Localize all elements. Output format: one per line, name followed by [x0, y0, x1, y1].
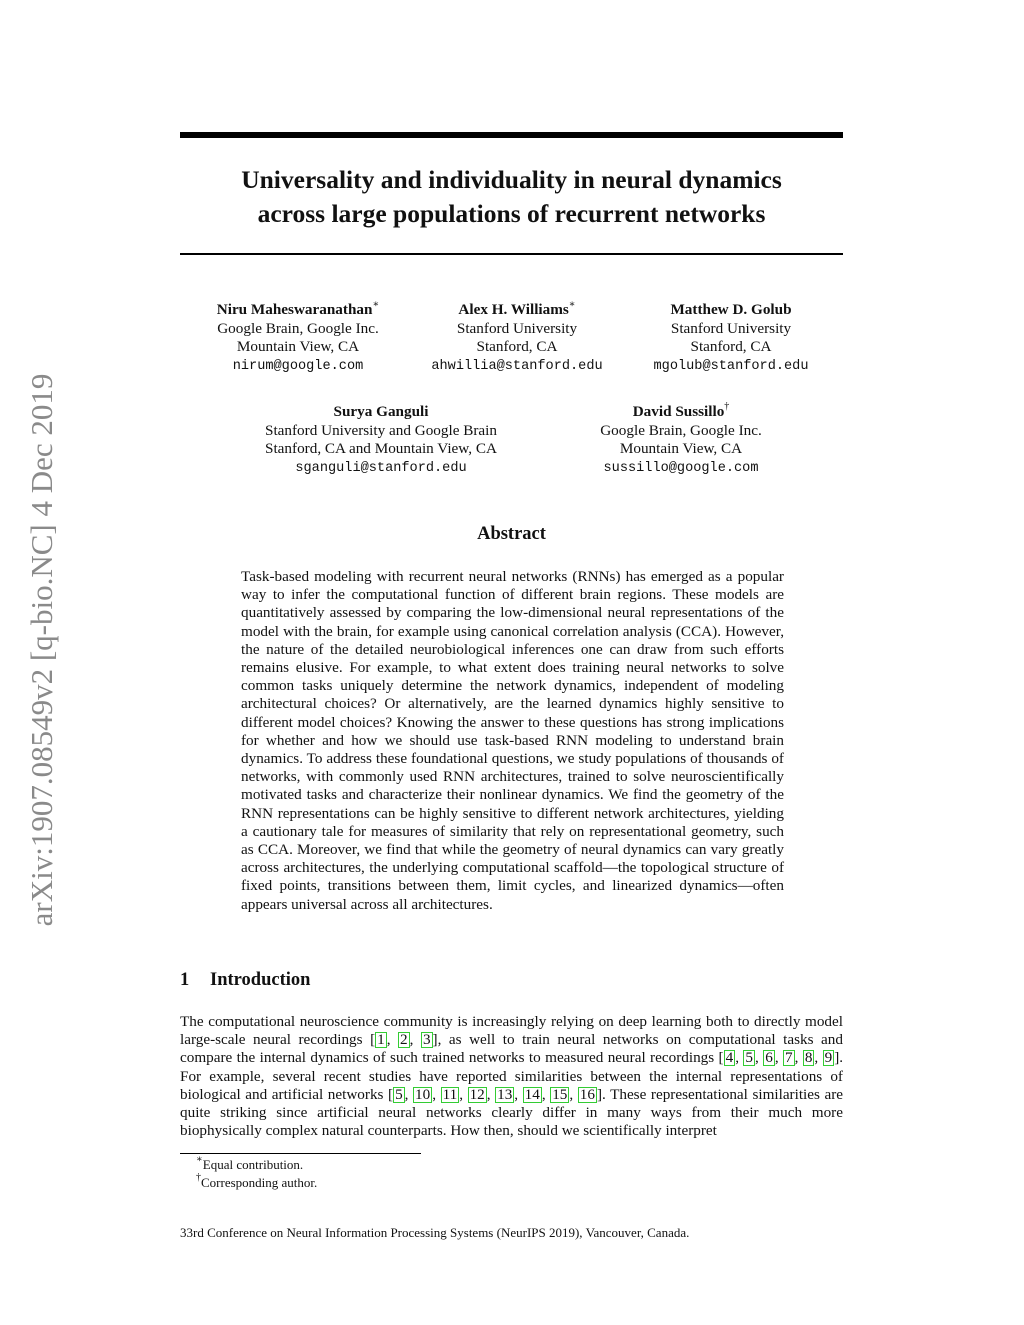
- author-name: Matthew D. Golub: [670, 301, 792, 318]
- title-top-rule: [180, 132, 843, 138]
- author-affiliation: Google Brain, Google Inc.: [600, 421, 762, 439]
- intro-text-segment: The computational neuroscience community is increasingly relying on deep learning both to directly model large-scale neural recordings [: [180, 1013, 843, 1049]
- footnotes: [196, 1156, 796, 1192]
- author-block: [241, 403, 521, 478]
- citation-link[interactable]: 10: [415, 1085, 431, 1103]
- paper-title: [180, 163, 843, 231]
- conference-note: 33rd Conference on Neural Information Processing Systems (NeurIPS 2019), Vancouver, Canada.: [180, 1225, 690, 1240]
- author-name: Alex H. Williams∗: [458, 299, 576, 318]
- author-block: [636, 301, 826, 376]
- footnote: [196, 1174, 796, 1192]
- citation-link[interactable]: 3: [422, 1031, 431, 1049]
- footnote: [196, 1156, 796, 1174]
- section-title: Introduction: [210, 970, 311, 990]
- author-name: Niru Maheswaranathan∗: [216, 299, 380, 318]
- intro-text-segment: ]. These representational similarities are quite striking since artificial neural networks clearly differ in many ways from their much more biophysically complex natural counterparts. How then, should we scientifically interpret: [180, 1085, 844, 1140]
- author-location: Stanford, CA and Mountain View, CA: [265, 440, 497, 457]
- author-location: Mountain View, CA: [619, 440, 743, 457]
- author-affiliation: Google Brain, Google Inc.: [217, 319, 379, 337]
- footnote-text: Corresponding author.: [201, 1175, 318, 1190]
- intro-text-segment: ], as well to train neural networks on computational tasks and compare the internal dynamics of such trained networks to measured neural recordings [: [180, 1031, 843, 1067]
- author-location: Mountain View, CA: [236, 338, 360, 355]
- author-affiliation: Stanford University: [670, 319, 792, 337]
- equal-contribution-mark: ∗: [372, 299, 380, 310]
- intro-text-segment: ]. For example, several recent studies have reported similarities between the internal representations of biological and artificial networks [: [180, 1049, 844, 1103]
- citation-link[interactable]: 7: [785, 1049, 793, 1067]
- corresponding-author-mark: †: [724, 401, 730, 412]
- citation-link[interactable]: 1: [377, 1031, 385, 1049]
- author-name: Surya Ganguli: [333, 403, 429, 420]
- author-block: [412, 301, 622, 376]
- citation-link[interactable]: 12: [469, 1085, 485, 1103]
- author-block: [576, 403, 786, 478]
- citation-link[interactable]: 16: [579, 1085, 595, 1103]
- citation-link[interactable]: 4: [725, 1049, 734, 1067]
- citation-link[interactable]: 5: [745, 1049, 754, 1067]
- abstract-text: Task-based modeling with recurrent neural networks (RNNs) has emerged as a popular way to infer the computational function of different brain regions. These models are quantitatively assessed by comparing the low-dimensional neural representations of the model with the brain, for example using canonical correlation analysis (CCA). However, the nature of the detailed neurobiological inferences one can draw from such efforts remains elusive. For example, to what extent does training neural networks to solve common tasks uniquely determine the network dynamics, independent of modeling architectural choices? Or alternatively, are the learned dynamics highly sensitive to different model choices? Knowing the answer to these questions has strong implications for whether and how we should use task-based RNN modeling to understand brain dynamics. To address these foundational questions, we study populations of thousands of networks, with commonly used RNN architectures, trained to solve neuroscientifically motivated tasks and characterize their nonlinear dynamics. We find the geometry of the RNN representations can be highly sensitive to different network architectures, yielding a cautionary tale for measures of similarity that rely on representational geometry, such as CCA. Moreover, we find that while the geometry of neural dynamics can vary greatly across architectures, the underlying computational scaffold—the topological structure of fixed points, transitions between them, limit cycles, and linearized dynamics—often appears universal across all architectures.: [241, 568, 784, 913]
- footnote-rule: [180, 1153, 421, 1154]
- author-block: [198, 301, 398, 376]
- author-email[interactable]: sganguli@stanford.edu: [295, 460, 467, 476]
- section-heading-introduction: [180, 968, 310, 992]
- footnote-mark: ∗: [196, 1154, 203, 1165]
- footnote-mark: †: [196, 1172, 201, 1183]
- citation-link[interactable]: 6: [765, 1049, 773, 1067]
- author-location: Stanford, CA: [690, 338, 772, 355]
- section-number: 1: [180, 970, 190, 990]
- footnote-text: Equal contribution.: [202, 1157, 304, 1172]
- author-location: Stanford, CA: [476, 338, 558, 355]
- citation-link[interactable]: 15: [552, 1085, 568, 1103]
- arxiv-identifier-stamp: arXiv:1907.08549v2 [q-bio.NC] 4 Dec 2019: [24, 373, 59, 927]
- author-affiliation: Stanford University: [456, 319, 578, 337]
- citation-group: 5 , 10 , 11 , 12 , 13 , 14 , 15 , 16: [395, 1085, 595, 1103]
- title-line: Universality and individuality in neural dynamics: [241, 165, 782, 194]
- abstract-heading: Abstract: [477, 524, 546, 544]
- author-affiliation: Stanford University and Google Brain: [265, 421, 497, 439]
- title-line: across large populations of recurrent networks: [257, 199, 766, 228]
- citation-group: 1 , 2 , 3: [377, 1031, 431, 1049]
- introduction-paragraph: [180, 1013, 843, 1140]
- author-email[interactable]: sussillo@google.com: [603, 460, 759, 476]
- citation-link[interactable]: 2: [400, 1031, 408, 1049]
- citation-link[interactable]: 5: [395, 1085, 403, 1103]
- citation-link[interactable]: 14: [524, 1085, 540, 1103]
- citation-link[interactable]: 13: [497, 1085, 513, 1103]
- citation-link[interactable]: 9: [824, 1049, 833, 1067]
- author-email[interactable]: nirum@google.com: [232, 358, 364, 374]
- author-email[interactable]: mgolub@stanford.edu: [653, 358, 809, 374]
- author-email[interactable]: ahwillia@stanford.edu: [431, 358, 603, 374]
- citation-link[interactable]: 8: [804, 1049, 813, 1067]
- author-name: David Sussillo†: [632, 401, 730, 420]
- equal-contribution-mark: ∗: [568, 299, 576, 310]
- title-bottom-rule: [180, 253, 843, 255]
- citation-group: 4 , 5 , 6 , 7 , 8 , 9: [725, 1049, 833, 1067]
- citation-link[interactable]: 11: [442, 1085, 458, 1103]
